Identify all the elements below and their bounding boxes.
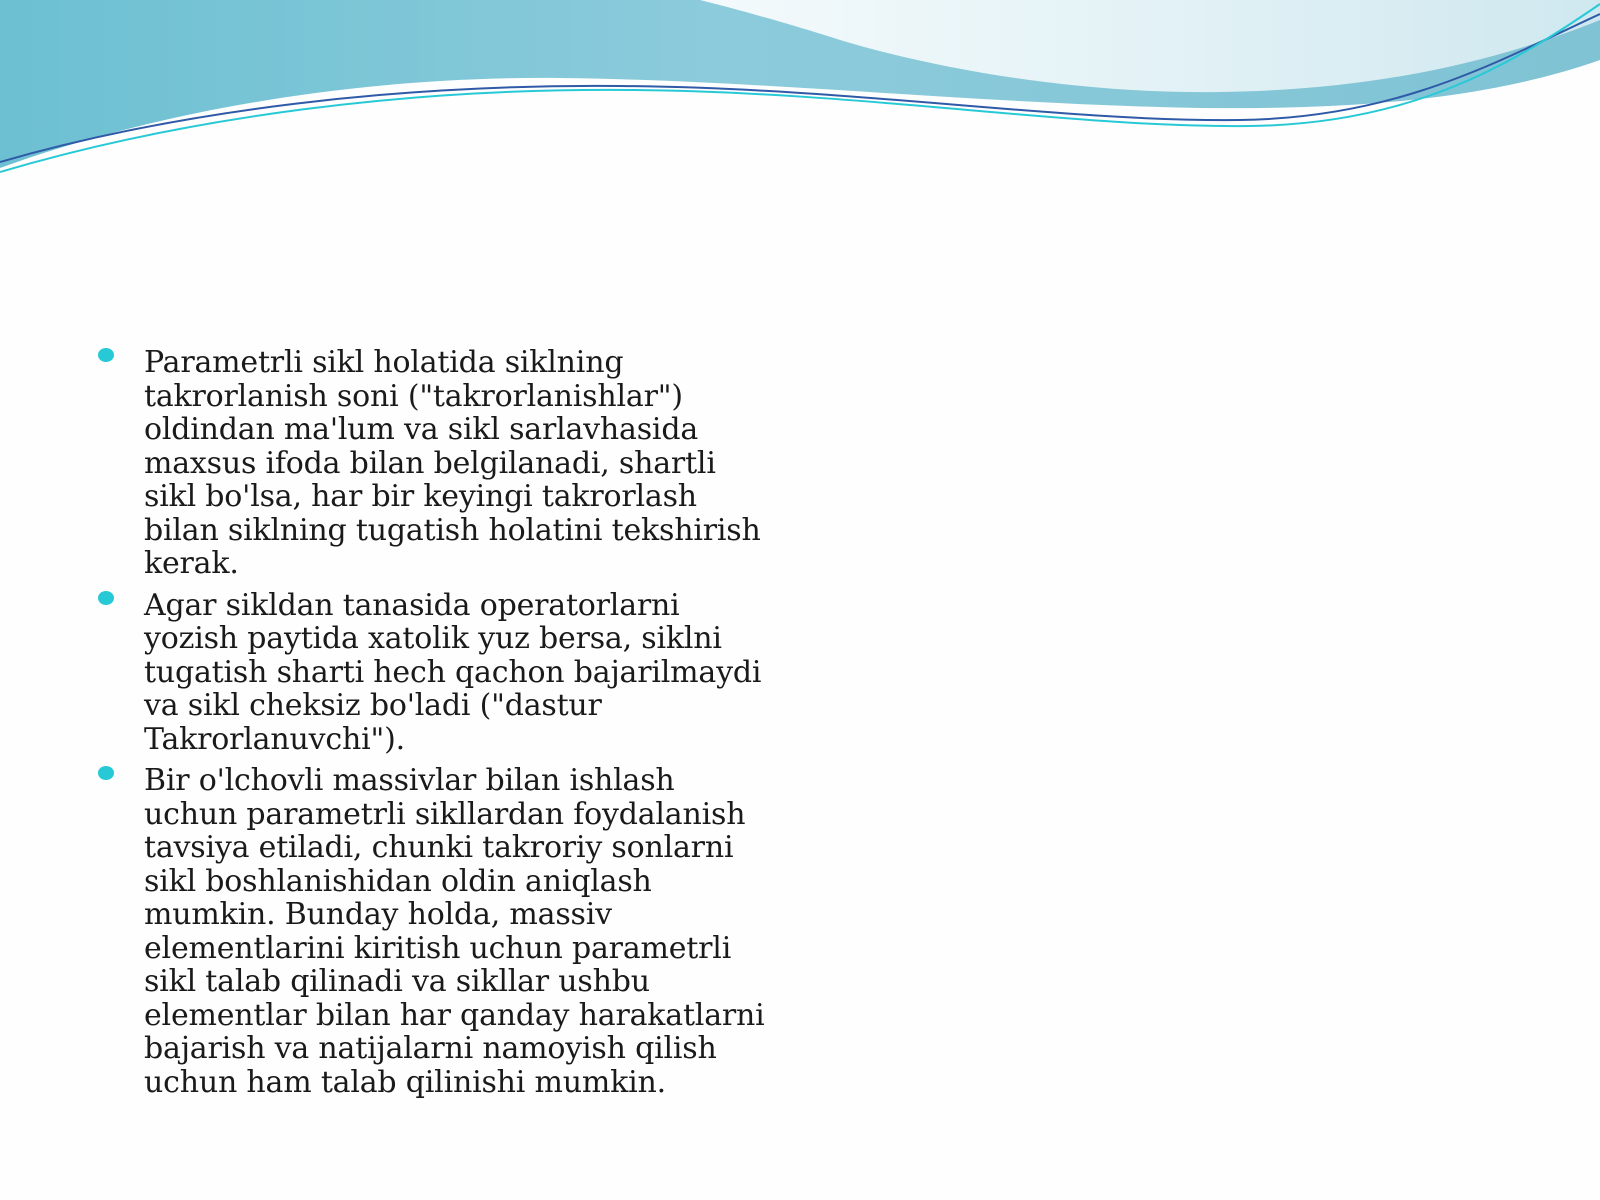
list-item bbox=[96, 764, 796, 1099]
bullet-dot-icon bbox=[98, 591, 114, 605]
list-item bbox=[96, 346, 796, 581]
list-item bbox=[96, 589, 796, 757]
bullet-text: Agar sikldan tanasida operatorlarni yozish paytida xatolik yuz bersa, siklni tugatish sharti hech qachon bajarilmaydi va sikl cheksiz bo'ladi ("dastur Takrorlanuvchi"). bbox=[144, 587, 762, 757]
bullet-text: Parametrli sikl holatida siklning takrorlanish soni ("takrorlanishlar") oldindan ma'lum va sikl sarlavhasida maxsus ifoda bilan belgilanadi, shartli sikl bo'lsa, har bir keyingi takrorlash bilan siklning tugatish holatini tekshirish kerak. bbox=[144, 345, 761, 581]
bullet-text: Bir o'lchovli massivlar bilan ishlash uchun parametrli sikllardan foydalanish tavsiya etiladi, chunki takroriy sonlarni sikl boshlanishidan oldin aniqlash mumkin. Bunday holda, massiv elementlarini kiritish uchun parametrli sikl talab qilinadi va sikllar ushbu elementlar bilan har qanday harakatlarni bajarish va natijalarni namoyish qilish uchun ham talab qilinishi mumkin. bbox=[144, 763, 765, 1100]
decorative-wave-header bbox=[0, 0, 1600, 200]
bullet-dot-icon bbox=[98, 348, 114, 362]
bullet-dot-icon bbox=[98, 766, 114, 780]
bullet-list bbox=[96, 346, 796, 1107]
